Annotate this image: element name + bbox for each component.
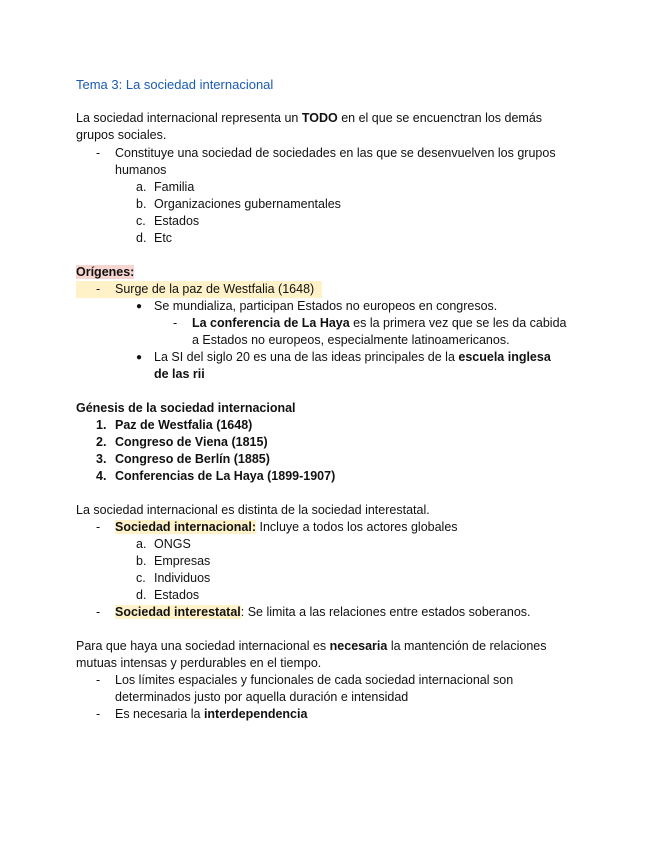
list-marker: d.: [136, 588, 147, 602]
list-item: Estados: [154, 588, 200, 602]
page-title: Tema 3: La sociedad internacional: [76, 77, 274, 92]
list-item: ONGS: [154, 537, 191, 551]
origenes-sub2-line2: de las rii: [154, 367, 205, 381]
list-item: Familia: [154, 180, 195, 194]
dash-marker: -: [96, 146, 101, 160]
dash-marker: -: [173, 316, 178, 330]
list-marker: a.: [136, 180, 147, 194]
final-bullet-line2: determinados justo por aquella duración e intensidad: [115, 690, 409, 704]
intro-paragraph: [76, 110, 542, 127]
list-marker: c.: [136, 571, 146, 585]
genesis-item: Congreso de Berlín (1885): [115, 452, 270, 466]
distinta-paragraph: La sociedad internacional es distinta de la sociedad interestatal.: [76, 503, 430, 517]
genesis-item: Congreso de Viena (1815): [115, 435, 268, 449]
list-item: Estados: [154, 214, 200, 228]
final-paragraph: Para que haya una sociedad internacional es necesaria la mantención de relaciones: [76, 639, 547, 653]
number-marker: 1.: [96, 418, 107, 432]
origenes-sub1: Se mundializa, participan Estados no europeos en congresos.: [154, 299, 498, 313]
origenes-heading: Orígenes:: [76, 265, 135, 279]
number-marker: 2.: [96, 435, 107, 449]
intro-paragraph-line2: grupos sociales.: [76, 128, 167, 142]
dot-marker: ●: [136, 352, 143, 363]
list-marker: d.: [136, 231, 147, 245]
origenes-sub2: La SI del siglo 20 es una de las ideas principales de la escuela inglesa: [154, 350, 551, 364]
final-bullet-2: Es necesaria la interdependencia: [115, 707, 308, 721]
genesis-heading: Génesis de la sociedad internacional: [76, 401, 296, 415]
number-marker: 3.: [96, 452, 107, 466]
intro-bold: TODO: [301, 111, 338, 125]
list-marker: c.: [136, 214, 146, 228]
dash-marker: -: [96, 707, 101, 721]
sociedad-interestatal-item: Sociedad interestatal: Se limita a las relaciones entre estados soberanos.: [115, 605, 531, 619]
final-bullet: Los límites espaciales y funcionales de cada sociedad internacional son: [115, 673, 514, 687]
dash-marker: -: [96, 605, 101, 619]
intro-text-end: en el que se encuenctran los demás: [337, 111, 543, 125]
list-marker: a.: [136, 537, 147, 551]
list-item: Organizaciones gubernamentales: [154, 197, 341, 211]
bullet-text-line2: humanos: [115, 163, 167, 177]
genesis-item: Paz de Westfalia (1648): [115, 418, 253, 432]
bullet-text: Constituye una sociedad de sociedades en las que se desenvuelven los grupos: [115, 146, 556, 160]
list-item: Empresas: [154, 554, 211, 568]
origenes-item: Surge de la paz de Westfalia (1648): [115, 282, 315, 296]
final-paragraph-line2: mutuas intensas y perdurables en el tiempo.: [76, 656, 322, 670]
dot-marker: ●: [136, 301, 143, 312]
list-marker: b.: [136, 554, 147, 568]
origenes-sub1a-line2: a Estados no europeos, especialmente latinoamericanos.: [192, 333, 510, 347]
genesis-item: Conferencias de La Haya (1899-1907): [115, 469, 336, 483]
list-item: Etc: [154, 231, 173, 245]
dash-marker: -: [96, 673, 101, 687]
list-marker: b.: [136, 197, 147, 211]
intro-text: La sociedad internacional representa un: [76, 111, 302, 125]
dash-marker: -: [96, 282, 101, 296]
dash-marker: -: [96, 520, 101, 534]
number-marker: 4.: [96, 469, 107, 483]
list-item: Individuos: [154, 571, 211, 585]
sociedad-internacional-item: Sociedad internacional: Incluye a todos los actores globales: [115, 520, 458, 534]
origenes-sub1a: La conferencia de La Haya es la primera vez que se les da cabida: [192, 316, 567, 330]
